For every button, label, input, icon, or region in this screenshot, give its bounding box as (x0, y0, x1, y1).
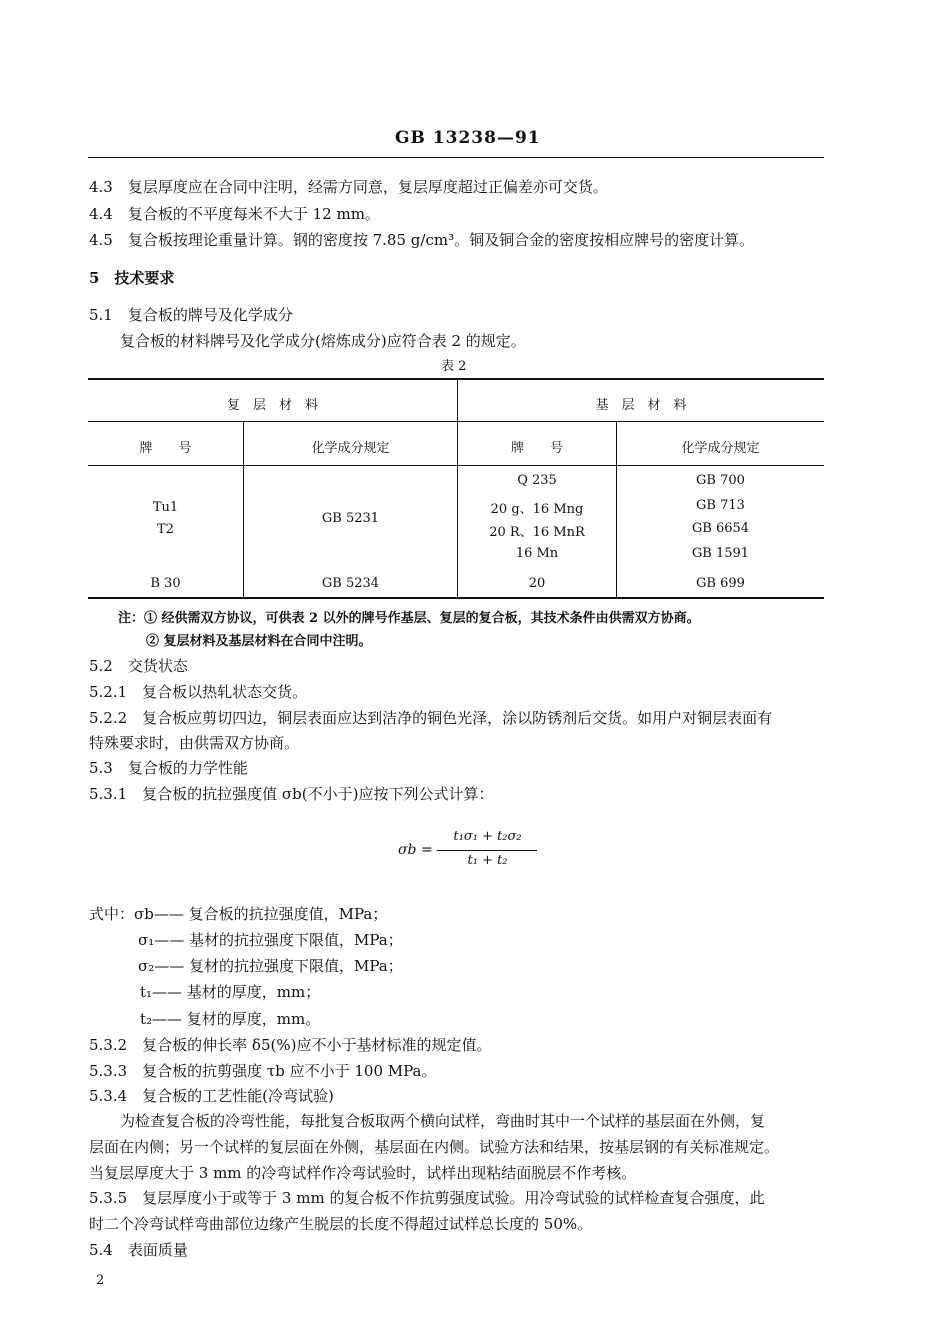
header-clad-chem: 化学成分规定 (311, 441, 390, 456)
def-sigma-1: σ₁—— 基材的抗拉强度下限值，MPa； (138, 931, 403, 949)
section-5-heading: 5 技术要求 (89, 269, 175, 287)
formula-lhs: σb = (398, 842, 433, 858)
para-5-4: 5.4 表面质量 (89, 1241, 188, 1259)
base-chem-cell: GB 699 (696, 576, 745, 591)
base-grade-cell: Q 235 (517, 473, 557, 488)
note-2: ② 复层材料及基层材料在合同中注明。 (146, 634, 372, 649)
para-5-2: 5.2 交货状态 (89, 657, 188, 675)
base-grade-cell: 20 (528, 576, 546, 591)
para-4-3: 4.3 复层厚度应在合同中注明，经需方同意，复层厚度超过正偏差亦可交货。 (89, 178, 608, 196)
base-chem-cell: GB 1591 (691, 546, 750, 561)
header-rule (88, 157, 824, 158)
para-5-3-4: 5.3.4 复合板的工艺性能(冷弯试验) (89, 1087, 334, 1105)
para-5-3-5-cont: 时二个冷弯试样弯曲部位边缘产生脱层的长度不得超过试样总长度的 50%。 (89, 1215, 593, 1233)
base-chem-cell: GB 713 (696, 498, 745, 513)
header-base-chem: 化学成分规定 (681, 441, 760, 456)
para-5-3: 5.3 复合板的力学性能 (89, 759, 248, 777)
formula-denominator: t₁ + t₂ (467, 853, 508, 868)
para-5-2-2: 5.2.2 复合板应剪切四边，铜层表面应达到洁净的铜色光泽，涂以防锈剂后交货。如用户对铜层表面有 (89, 709, 773, 727)
table-header-rule (88, 465, 824, 466)
header-clad-material: 复 层 材 料 (226, 398, 318, 413)
para-5-3-4-line3: 当复层厚度大于 3 mm 的冷弯试样作冷弯试验时，试样出现粘结面脱层不作考核。 (89, 1164, 637, 1182)
clad-grade-tu1: Tu1 (152, 500, 179, 515)
para-5-3-2: 5.3.2 复合板的伸长率 δ5(%)应不小于基材标准的规定值。 (89, 1036, 492, 1054)
para-5-3-5: 5.3.5 复层厚度小于或等于 3 mm 的复合板不作抗剪强度试验。用冷弯试验的试样检查复合强度，此 (89, 1189, 765, 1207)
table-bottom-rule (88, 597, 824, 599)
clad-grade-b30: B 30 (150, 576, 181, 591)
para-5-3-3: 5.3.3 复合板的抗剪强度 τb 应不小于 100 MPa。 (89, 1062, 437, 1080)
def-sigma-b: 式中：σb—— 复合板的抗拉强度值，MPa； (89, 905, 388, 923)
header-base-grade: 牌 号 (510, 441, 563, 456)
base-chem-cell: GB 700 (696, 473, 745, 488)
def-t2: t₂—— 复材的厚度，mm。 (140, 1010, 321, 1028)
para-5-2-1: 5.2.1 复合板以热轧状态交货。 (89, 683, 308, 701)
clad-chem-gb5231: GB 5231 (321, 511, 380, 526)
table-group-rule (88, 421, 824, 422)
clad-chem-gb5234: GB 5234 (321, 576, 380, 591)
para-5-3-4-line1: 为检查复合板的冷弯性能，每批复合板取两个横向试样，弯曲时其中一个试样的基层面在外侧，复 (120, 1112, 766, 1130)
para-5-2-2-cont: 特殊要求时，由供需双方协商。 (89, 734, 300, 752)
para-5-3-4-line2: 层面在内侧；另一个试样的复层面在外侧，基层面在内侧。试验方法和结果，按基层钢的有关标准规定。 (89, 1138, 780, 1156)
header-base-material: 基 层 材 料 (595, 398, 687, 413)
fraction-bar (437, 850, 537, 851)
base-grade-cell: 20 g、16 Mng (490, 502, 584, 517)
para-5-1: 5.1 复合板的牌号及化学成分 (89, 306, 293, 324)
base-grade-cell: 16 Mn (515, 546, 559, 561)
para-4-4: 4.4 复合板的不平度每米不大于 12 mm。 (89, 205, 380, 223)
table-caption: 表 2 (441, 359, 467, 374)
base-chem-cell: GB 6654 (691, 521, 750, 536)
para-4-5: 4.5 复合板按理论重量计算。钢的密度按 7.85 g/cm³。铜及铜合金的密度按相应牌号的密度计算。 (89, 231, 755, 249)
note-1: 注：① 经供需双方协议，可供表 2 以外的牌号作基层、复层的复合板，其技术条件由供需双方协商。 (118, 611, 700, 626)
clad-grade-t2: T2 (157, 522, 174, 537)
base-grade-cell: 20 R、16 MnR (489, 525, 585, 540)
para-5-1-text: 复合板的材料牌号及化学成分(熔炼成分)应符合表 2 的规定。 (120, 332, 526, 350)
page-number: 2 (96, 1273, 105, 1288)
table-top-rule (88, 378, 824, 380)
def-t1: t₁—— 基材的厚度，mm； (140, 983, 321, 1001)
def-sigma-2: σ₂—— 复材的抗拉强度下限值，MPa； (138, 957, 403, 975)
header-clad-grade: 牌 号 (139, 441, 192, 456)
para-5-3-1: 5.3.1 复合板的抗拉强度值 σb(不小于)应按下列公式计算： (89, 785, 494, 803)
formula-numerator: t₁σ₁ + t₂σ₂ (453, 829, 522, 844)
standard-code: GB 13238—91 (395, 128, 541, 148)
